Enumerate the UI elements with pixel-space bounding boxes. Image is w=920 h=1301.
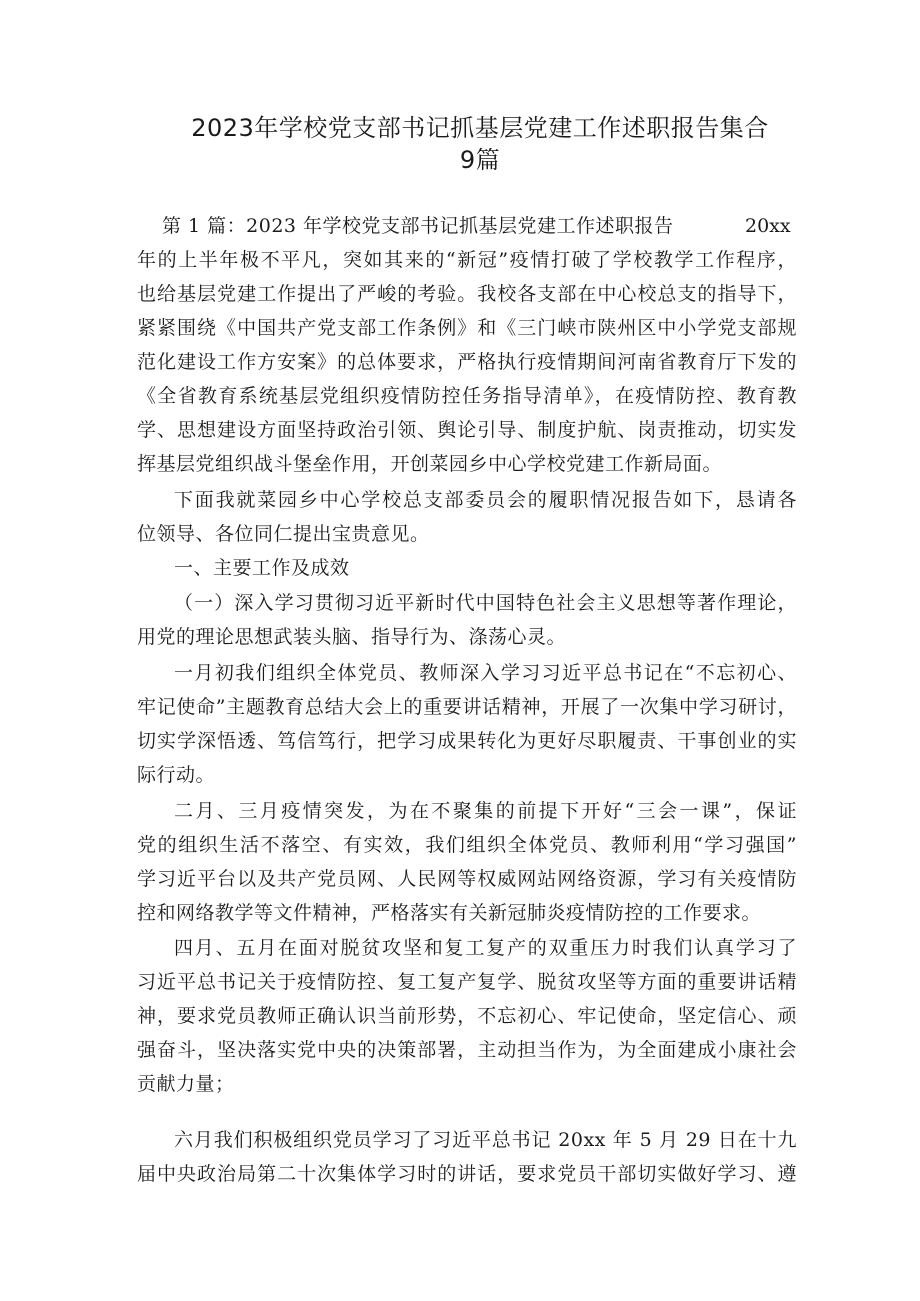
paragraph-line: 《全省教育系统基层党组织疫情防控任务指导清单》，在疫情防控、教育教 xyxy=(137,385,797,407)
paragraph-line: 用党的理论思想武装头脑、指导行为、涤荡心灵。 xyxy=(137,626,567,648)
paragraph-line: （一）深入学习贯彻习近平新时代中国特色社会主义思想等著作理论， xyxy=(174,592,797,614)
paragraph-line: 下面我就菜园乡中心学校总支部委员会的履职情况报告如下，恳请各 xyxy=(174,489,797,511)
paragraph-line: 届中央政治局第二十次集体学习时的讲话，要求党员干部切实做好学习、遵 xyxy=(137,1163,797,1185)
paragraph-line: 强奋斗，坚决落实党中央的决策部署，主动担当作为，为全面建成小康社会 xyxy=(137,1039,797,1061)
document-title-continued: 9篇 xyxy=(459,146,501,174)
paragraph-line: 也给基层党建工作提出了严峻的考验。我校各支部在中心校总支的指导下， xyxy=(137,283,797,305)
paragraph-line: 控和网络教学等文件精神，严格落实有关新冠肺炎疫情防控的工作要求。 xyxy=(137,902,762,924)
paragraph-line: 紧紧围绕《中国共产党支部工作条例》和《三门峡市陕州区中小学党支部规 xyxy=(137,317,797,339)
paragraph-line: 20xx xyxy=(745,215,791,237)
paragraph-line: 年的上半年极不平凡，突如其来的“新冠”疫情打破了学校教学工作程序， xyxy=(137,249,797,271)
paragraph-line: 第 1 篇：2023 年学校党支部书记抓基层党建工作述职报告 xyxy=(162,215,674,237)
paragraph-line: 切实学深悟透、笃信笃行，把学习成果转化为更好尽职履责、干事创业的实 xyxy=(137,730,797,752)
paragraph-line: 二月、三月疫情突发，为在不聚集的前提下开好“三会一课”，保证 xyxy=(174,800,797,822)
section-heading: 一、主要工作及成效 xyxy=(174,557,350,579)
paragraph-line: 四月、五月在面对脱贫攻坚和复工复产的双重压力时我们认真学习了 xyxy=(174,937,797,959)
document-title: 2023年学校党支部书记抓基层党建工作述职报告集合 xyxy=(191,114,769,142)
paragraph-line: 一月初我们组织全体党员、教师深入学习习近平总书记在“不忘初心、 xyxy=(174,662,797,684)
paragraph-line: 范化建设工作方安案》的总体要求，严格执行疫情期间河南省教育厅下发的 xyxy=(137,351,797,373)
paragraph-line: 党的组织生活不落空、有实效，我们组织全体党员、教师利用“学习强国” xyxy=(137,834,797,856)
paragraph-line: 学、思想建设方面坚持政治引领、舆论引导、制度护航、岗责推动，切实发 xyxy=(137,419,797,441)
paragraph-line: 习近平总书记关于疫情防控、复工复产复学、脱贫攻坚等方面的重要讲话精 xyxy=(137,971,797,993)
paragraph-line: 际行动。 xyxy=(137,764,216,786)
paragraph-line: 学习近平台以及共产党员网、人民网等权威网站网络资源，学习有关疫情防 xyxy=(137,868,797,890)
paragraph-line: 挥基层党组织战斗堡垒作用，开创菜园乡中心学校党建工作新局面。 xyxy=(137,453,723,475)
paragraph-line: 位领导、各位同仁提出宝贵意见。 xyxy=(137,523,430,545)
paragraph-line: 贡献力量； xyxy=(137,1073,235,1095)
paragraph-line: 牢记使命”主题教育总结大会上的重要讲话精神，开展了一次集中学习研讨， xyxy=(137,696,797,718)
paragraph-line: 神，要求党员教师正确认识当前形势，不忘初心、牢记使命，坚定信心、顽 xyxy=(137,1005,797,1027)
paragraph-line: 六月我们积极组织党员学习了习近平总书记 20xx 年 5 月 29 日在十九 xyxy=(174,1129,797,1151)
